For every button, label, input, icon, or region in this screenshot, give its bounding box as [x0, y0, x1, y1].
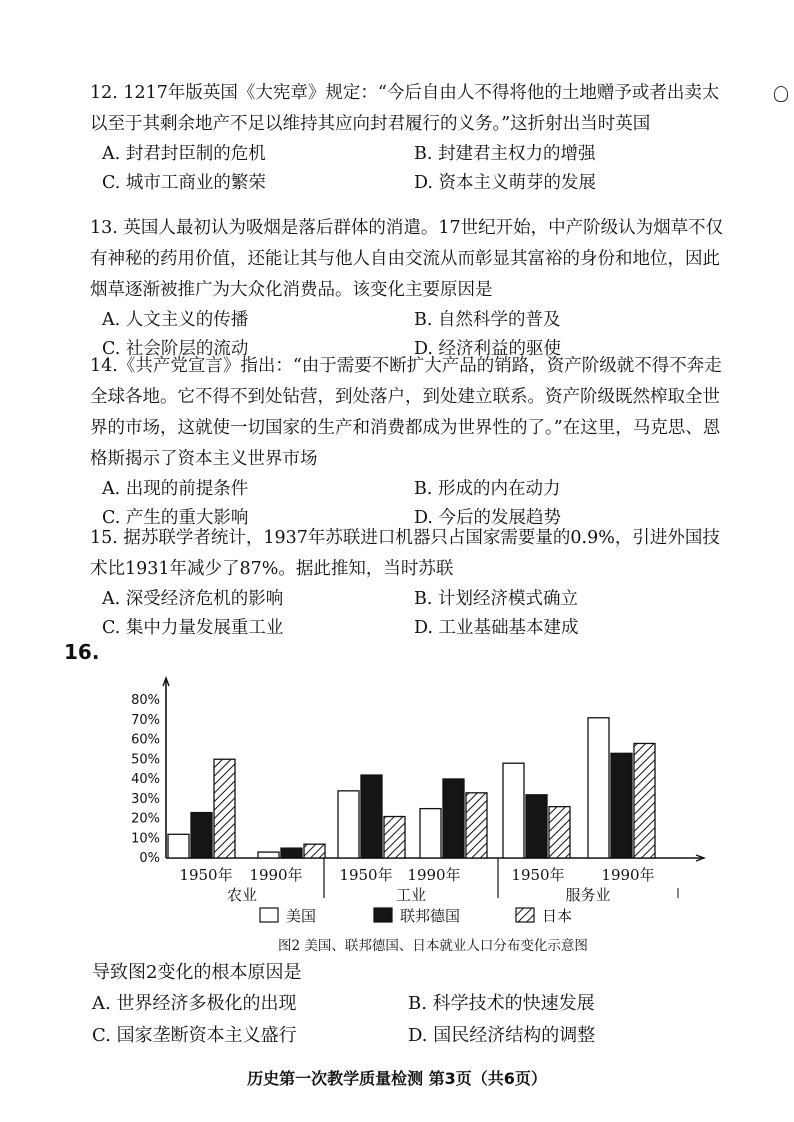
question-14-stem: 14.《共产党宣言》指出：“由于需要不断扩大产品的销路，资产阶级就不得不奔走全球各地。它不得不到处钻营，到处落户，到处建立联系。资产阶级既然榨取全世界的市场，这就使一切国家的生产和消费都成为世界性的了。”在这里，马克思、恩格斯揭示了资本主义世界市场	[90, 356, 722, 469]
q12-option-a: A. 封君封臣制的危机	[102, 144, 266, 164]
x-year-label: 1990年	[601, 866, 655, 884]
question-12-options	[90, 140, 730, 198]
legend-label: 日本	[542, 907, 573, 925]
q14-option-d: D. 今后的发展趋势	[414, 508, 562, 528]
bar-1-1	[281, 848, 302, 858]
bar-2-1	[304, 844, 325, 858]
bar-0-5	[588, 718, 609, 858]
x-sector-label: 工业	[395, 886, 427, 904]
binding-hole-mark	[774, 86, 788, 102]
x-year-label: 1950年	[511, 866, 565, 884]
question-12-stem: 12. 1217年版英国《大宪章》规定：“今后自由人不得将他的土地赠予或者出卖太以至于其剩余地产不足以维持其应向封君履行的义务。”这折射出当时英国	[90, 83, 720, 134]
bar-0-3	[420, 809, 441, 858]
q13-option-c: C. 社会阶层的流动	[102, 339, 249, 359]
q14-option-c: C. 产生的重大影响	[102, 508, 249, 528]
bar-1-5	[611, 753, 632, 858]
bar-2-3	[466, 793, 487, 858]
bar-2-2	[384, 817, 405, 858]
q13-option-b: B. 自然科学的普及	[414, 310, 561, 330]
bar-2-5	[634, 743, 655, 858]
y-tick-label: 10%	[131, 831, 160, 847]
q16-option-b: B. 科学技术的快速发展	[408, 993, 595, 1014]
bar-0-2	[338, 791, 359, 858]
question-16	[92, 958, 712, 1052]
q12-option-d: D. 资本主义萌芽的发展	[414, 173, 597, 193]
x-year-label: 1990年	[249, 866, 303, 884]
legend-swatch	[260, 908, 278, 922]
y-tick-label: 50%	[131, 752, 160, 768]
question-14	[90, 351, 730, 533]
bar-0-0	[168, 834, 189, 858]
chart-caption: 图2 美国、联邦德国、日本就业人口分布变化示意图	[278, 938, 588, 954]
question-13	[90, 213, 730, 364]
bar-1-4	[526, 795, 547, 858]
q15-option-c: C. 集中力量发展重工业	[102, 618, 284, 638]
bar-0-4	[503, 763, 524, 858]
bar-0-1	[258, 852, 279, 858]
question-16-stem: 导致图2变化的根本原因是	[92, 962, 302, 983]
bar-2-0	[214, 759, 235, 858]
x-sector-label: 服务业	[565, 886, 611, 904]
y-tick-label: 40%	[131, 772, 160, 787]
question-15-stem: 15. 据苏联学者统计，1937年苏联进口机器只占国家需要量的0.9%，引进外国技术比1931年减少了87%。据此推知，当时苏联	[90, 528, 720, 579]
y-tick-label: 0%	[139, 851, 160, 866]
legend-label: 美国	[286, 907, 317, 925]
legend-swatch	[516, 908, 534, 922]
q15-option-a: A. 深受经济危机的影响	[102, 589, 284, 609]
q12-option-c: C. 城市工商业的繁荣	[102, 173, 266, 193]
question-15-options	[90, 585, 730, 643]
bar-1-3	[443, 779, 464, 858]
q14-option-a: A. 出现的前提条件	[102, 479, 249, 499]
y-tick-label: 60%	[131, 732, 160, 748]
y-tick-label: 70%	[131, 712, 160, 728]
question-15	[90, 523, 730, 643]
question-16-options	[92, 988, 712, 1052]
question-13-stem: 13. 英国人最初认为吸烟是落后群体的消遣。17世纪开始，中产阶级认为烟草不仅有神秘的药用价值，还能让其与他人自由交流从而彰显其富裕的身份和地位，因此烟草逐渐被推广为大众化消费品。该变化主要原因是	[90, 218, 724, 300]
x-year-label: 1950年	[179, 866, 233, 884]
q16-option-c: C. 国家垄断资本主义盛行	[92, 1025, 297, 1046]
q14-option-b: B. 形成的内在动力	[414, 479, 561, 499]
bar-1-2	[361, 775, 382, 858]
question-12	[90, 78, 730, 198]
q12-option-b: B. 封建君主权力的增强	[414, 144, 596, 164]
q13-option-a: A. 人文主义的传播	[102, 310, 249, 330]
q13-option-d: D. 经济利益的驱使	[414, 339, 562, 359]
y-tick-label: 20%	[131, 811, 160, 827]
page-footer: 历史第一次教学质量检测 第3页（共6页）	[247, 1069, 547, 1088]
x-year-label: 1950年	[339, 866, 393, 884]
y-tick-label: 30%	[131, 791, 160, 807]
x-sector-label: 农业	[226, 886, 258, 904]
legend-swatch	[374, 908, 392, 922]
bar-1-0	[191, 813, 212, 858]
q16-option-d: D. 国民经济结构的调整	[408, 1025, 596, 1046]
q16-option-a: A. 世界经济多极化的出现	[92, 993, 297, 1014]
bar-2-4	[549, 807, 570, 858]
q15-option-b: B. 计划经济模式确立	[414, 589, 578, 609]
y-tick-label: 80%	[131, 693, 160, 708]
q15-option-d: D. 工业基础基本建成	[414, 618, 579, 638]
employment-bar-chart	[118, 668, 718, 958]
employment-chart	[118, 668, 718, 958]
legend-label: 联邦德国	[400, 907, 461, 925]
x-year-label: 1990年	[407, 866, 461, 884]
question-16-number: 16.	[64, 640, 100, 664]
